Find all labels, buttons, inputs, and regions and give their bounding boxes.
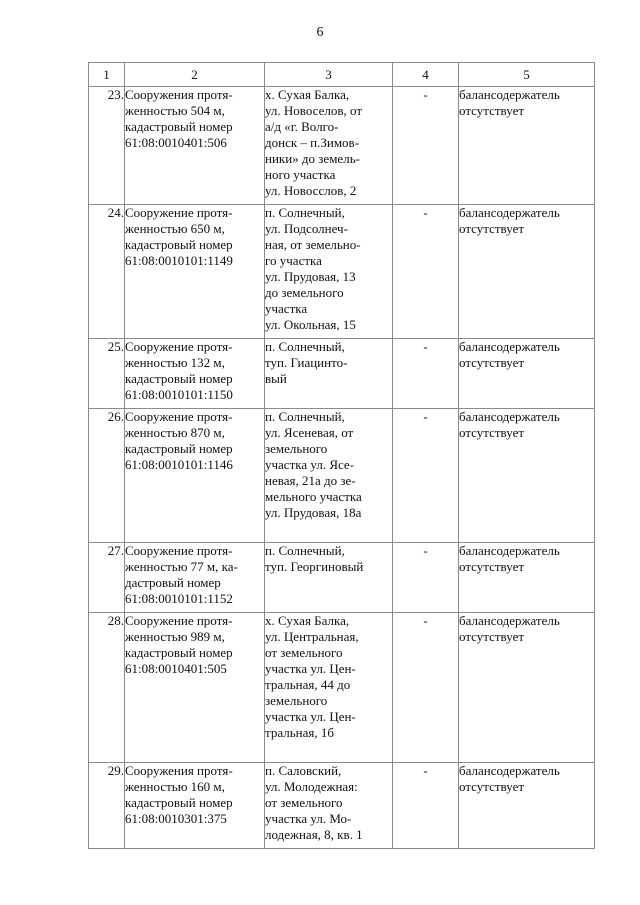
balance-holder-line: балансодержатель [459,87,560,102]
row-number-cell [89,87,125,205]
object-name-line: женностью 132 м, [125,355,225,370]
object-name-cell [125,763,265,849]
object-name-cell [125,205,265,339]
table-row [89,87,595,205]
holder-dash: - [423,613,428,628]
holder-cell [393,205,459,339]
object-name-line: Сооружение протя- [125,339,233,354]
address-line: п. Солнечный, [265,339,345,354]
address-line: донск – п.Зимов- [265,135,360,150]
page-number: 6 [316,25,324,40]
address-line: участка ул. Мо- [265,811,352,826]
holder-cell [393,613,459,763]
holder-dash: - [423,205,428,220]
address-line: участка [265,301,308,316]
holder-cell [393,339,459,409]
address-cell [265,87,393,205]
address-line: х. Сухая Балка, [265,87,350,102]
object-name-line: кадастровый номер [125,371,233,386]
balance-holder-line: отсутствует [459,779,525,794]
table-row [89,613,595,763]
address-line: вый [265,371,287,386]
object-name-line: 61:08:0010101:1150 [125,387,233,402]
address-line: п. Солнечный, [265,409,345,424]
table-row [89,763,595,849]
address-line: ул. Подсолнеч- [265,221,348,236]
address-line: участка ул. Ясе- [265,457,355,472]
header-col-5: 5 [459,63,595,87]
balance-holder-cell [459,543,595,613]
address-line: туп. Георгиновый [265,559,364,574]
balance-holder-cell [459,763,595,849]
object-name-cell [125,543,265,613]
balance-holder-cell [459,87,595,205]
row-number: 23. [107,87,124,102]
balance-holder-line: отсутствует [459,221,525,236]
row-number-cell [89,205,125,339]
object-name-line: Сооружения протя- [125,763,233,778]
row-number: 25. [107,339,124,354]
object-name-line: кадастровый номер [125,119,233,134]
address-line: ул. Новоселов, от [265,103,363,118]
holder-dash: - [423,87,428,102]
object-name-line: Сооружение протя- [125,543,233,558]
balance-holder-line: балансодержатель [459,339,560,354]
object-name-line: кадастровый номер [125,645,233,660]
object-name-line: Сооружение протя- [125,205,233,220]
object-name-line: женностью 650 м, [125,221,225,236]
object-name-line: женностью 989 м, [125,629,225,644]
header-row [89,63,595,87]
address-line: до земельного [265,285,344,300]
balance-holder-line: отсутствует [459,103,525,118]
address-line: невая, 21а до зе- [265,473,356,488]
balance-holder-line: балансодержатель [459,409,560,424]
address-line: туп. Гиацинто- [265,355,348,370]
balance-holder-line: балансодержатель [459,763,560,778]
address-line: ная, от земельно- [265,237,361,252]
header-col-3: 3 [265,63,393,87]
object-name-line: 61:08:0010301:375 [125,811,227,826]
holder-cell [393,409,459,543]
object-name-line: 61:08:0010101:1152 [125,591,233,606]
object-name-line: женностью 77 м, ка- [125,559,238,574]
address-line: п. Солнечный, [265,205,345,220]
object-name-line: 61:08:0010401:505 [125,661,227,676]
address-line: го участка [265,253,322,268]
row-number: 26. [107,409,124,424]
address-line: ул. Центральная, [265,629,359,644]
object-name-line: дастровый номер [125,575,221,590]
address-line: от земельного [265,795,343,810]
table-row [89,409,595,543]
row-number-cell [89,763,125,849]
holder-dash: - [423,543,428,558]
holder-dash: - [423,409,428,424]
table-row [89,205,595,339]
row-number-cell [89,543,125,613]
balance-holder-line: отсутствует [459,559,525,574]
row-number: 24. [107,205,124,220]
balance-holder-cell [459,409,595,543]
address-line: п. Солнечный, [265,543,345,558]
balance-holder-line: отсутствует [459,355,525,370]
balance-holder-cell [459,205,595,339]
object-name-line: 61:08:0010101:1149 [125,253,233,268]
address-cell [265,339,393,409]
address-line: тральная, 1б [265,725,334,740]
address-cell [265,613,393,763]
table-row [89,339,595,409]
address-line: ул. Молодежная: [265,779,358,794]
address-line: земельного [265,441,328,456]
balance-holder-cell [459,339,595,409]
address-line: ул. Прудовая, 18а [265,505,362,520]
address-line: а/д «г. Волго- [265,119,339,134]
object-name-cell [125,87,265,205]
balance-holder-line: отсутствует [459,425,525,440]
row-number-cell [89,613,125,763]
address-line: ул. Окольная, 15 [265,317,356,332]
object-name-line: Сооружение протя- [125,613,233,628]
address-line: земельного [265,693,328,708]
address-line: ул. Ясеневая, от [265,425,354,440]
address-line: тральная, 44 до [265,677,351,692]
object-name-cell [125,339,265,409]
holder-cell [393,87,459,205]
object-name-line: кадастровый номер [125,237,233,252]
object-name-line: 61:08:0010401:506 [125,135,227,150]
address-line: ного участка [265,167,336,182]
object-name-line: кадастровый номер [125,795,233,810]
object-name-line: кадастровый номер [125,441,233,456]
header-col-2: 2 [125,63,265,87]
balance-holder-line: отсутствует [459,629,525,644]
address-line: мельного участка [265,489,362,504]
row-number-cell [89,409,125,543]
address-line: лодежная, 8, кв. 1 [265,827,363,842]
object-name-cell [125,613,265,763]
address-line: участка ул. Цен- [265,661,356,676]
address-cell [265,205,393,339]
holder-dash: - [423,763,428,778]
address-line: от земельного [265,645,343,660]
address-cell [265,409,393,543]
object-name-line: 61:08:0010101:1146 [125,457,233,472]
table-row [89,543,595,613]
object-name-cell [125,409,265,543]
holder-dash: - [423,339,428,354]
address-line: ул. Новосслов, 2 [265,183,357,198]
address-line: п. Саловский, [265,763,342,778]
address-line: ники» до земель- [265,151,360,166]
object-name-line: Сооружения протя- [125,87,233,102]
header-col-1: 1 [89,63,125,87]
row-number: 29. [107,763,124,778]
balance-holder-cell [459,613,595,763]
balance-holder-line: балансодержатель [459,613,560,628]
address-cell [265,763,393,849]
row-number: 28. [107,613,124,628]
holder-cell [393,543,459,613]
address-line: х. Сухая Балка, [265,613,350,628]
holder-cell [393,763,459,849]
row-number-cell [89,339,125,409]
address-line: ул. Прудовая, 13 [265,269,356,284]
address-cell [265,543,393,613]
address-line: участка ул. Цен- [265,709,356,724]
property-register-table [88,62,595,849]
object-name-line: женностью 160 м, [125,779,225,794]
row-number: 27. [107,543,124,558]
balance-holder-line: балансодержатель [459,543,560,558]
object-name-line: женностью 870 м, [125,425,225,440]
object-name-line: женностью 504 м, [125,103,225,118]
balance-holder-line: балансодержатель [459,205,560,220]
object-name-line: Сооружение протя- [125,409,233,424]
table-body [89,87,595,849]
header-col-4: 4 [393,63,459,87]
